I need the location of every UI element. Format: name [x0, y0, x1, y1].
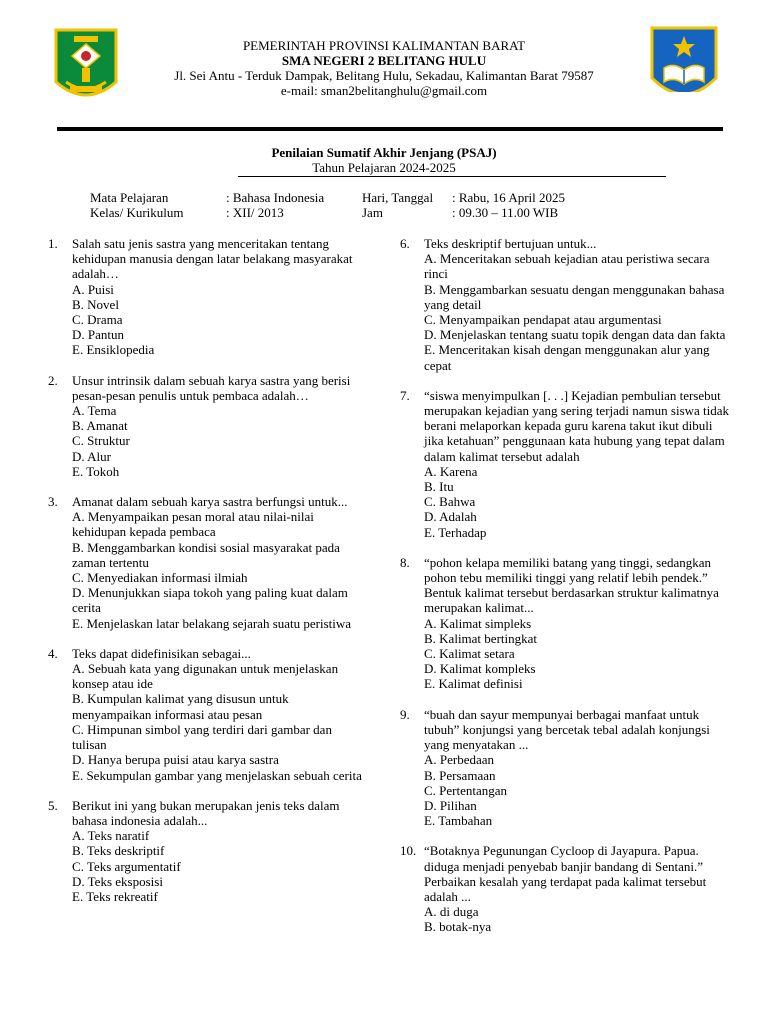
answer-option: D. Menunjukkan siapa tokoh yang paling kuat dalam cerita — [72, 585, 348, 616]
question-text: “pohon kelapa memiliki batang yang tinggi, sedangkan pohon tebu memiliki tinggi yang relatif lebih pendek.” Bentuk kalimat tersebut berdasarkan struktur kalimatnya merupakan kalimat... — [424, 554, 719, 616]
question-item — [400, 236, 730, 373]
answer-option: B. Persamaan — [424, 767, 496, 783]
answer-option: C. Pertentangan — [424, 782, 508, 798]
question-number: 9. — [400, 706, 410, 722]
answer-option: D. Alur — [72, 448, 111, 464]
answer-option: E. Terhadap — [424, 524, 487, 540]
answer-option: A. Karena — [424, 463, 478, 479]
answer-option: B. Kumpulan kalimat yang disusun untuk menyampaikan informasi atau pesan — [72, 691, 289, 722]
question-body — [424, 236, 730, 373]
subject-value: : Bahasa Indonesia — [226, 190, 325, 205]
exam-info-left — [90, 190, 324, 220]
question-number: 8. — [400, 554, 410, 570]
question-body — [72, 646, 368, 783]
answer-option: E. Tambahan — [424, 813, 493, 829]
question-text: Unsur intrinsik dalam sebuah karya sastra yang berisi pesan-pesan penulis untuk pembaca adalah… — [72, 372, 351, 403]
question-item — [48, 373, 368, 479]
answer-option: A. Teks naratif — [72, 828, 150, 844]
exam-year: Tahun Pelajaran 2024-2025 — [312, 160, 456, 175]
question-item — [48, 798, 368, 904]
answer-option: A. Menceritakan sebuah kejadian atau peristiwa secara rinci — [424, 251, 710, 282]
answer-option: E. Kalimat definisi — [424, 676, 523, 692]
school-address: Jl. Sei Antu - Terduk Dampak, Belitang Hulu, Sekadau, Kalimantan Barat 79587 — [174, 68, 594, 83]
question-text: Salah satu jenis sastra yang menceritakan tentang kehidupan manusia dengan latar belakang masyarakat adalah… — [72, 236, 353, 282]
question-body — [424, 843, 730, 934]
class-label: Kelas/ Kurikulum — [90, 205, 184, 220]
question-text: “siswa menyimpulkan [. . .] Kejadian pembulian tersebut merupakan kejadian yang sering terjadi namun siswa tidak berani melaporkan kepada guru karena takut ikut dibuli jika ketahuan” penggunaan kata hubung yang tepat dalam dalam kalimat tersebut adalah — [424, 387, 730, 464]
question-body — [424, 555, 730, 692]
answer-option: C. Struktur — [72, 433, 130, 449]
answer-option: B. Menggambarkan kondisi sosial masyarakat pada zaman tertentu — [72, 539, 340, 570]
question-text: Teks deskriptif bertujuan untuk... — [424, 236, 597, 251]
exam-title-block — [0, 145, 768, 175]
answer-option: D. Kalimat kompleks — [424, 661, 536, 677]
answer-option: C. Menyediakan informasi ilmiah — [72, 570, 248, 586]
questions-right-column — [400, 236, 730, 950]
question-body — [72, 236, 368, 358]
answer-option: A. Tema — [72, 403, 117, 419]
answer-option: A. Puisi — [72, 281, 114, 297]
answer-option: A. Sebuah kata yang digunakan untuk menjelaskan konsep atau ide — [72, 661, 339, 692]
question-item — [400, 707, 730, 829]
question-number: 5. — [48, 797, 58, 813]
day-label: Hari, Tanggal — [362, 190, 434, 205]
answer-option: D. Pilihan — [424, 797, 477, 813]
question-text: Amanat dalam sebuah karya sastra berfungsi untuk... — [72, 494, 348, 510]
title-divider — [238, 176, 666, 177]
question-item — [400, 843, 730, 934]
answer-option: B. Amanat — [72, 418, 128, 434]
answer-option: C. Teks argumentatif — [72, 858, 181, 874]
answer-option: E. Menceritakan kisah dengan menggunakan alur yang cepat — [424, 342, 710, 373]
answer-option: B. Itu — [424, 479, 454, 495]
answer-option: D. Hanya berupa puisi atau karya sastra — [72, 752, 279, 768]
answer-option: C. Bahwa — [424, 494, 476, 510]
answer-option: B. Kalimat bertingkat — [424, 630, 538, 646]
answer-option: C. Drama — [72, 312, 123, 328]
answer-option: E. Teks rekreatif — [72, 888, 158, 904]
time-label: Jam — [362, 205, 383, 220]
class-value: : XII/ 2013 — [226, 205, 284, 220]
answer-option: D. Menjelaskan tentang suatu topik dengan data dan fakta — [424, 327, 726, 343]
school-book-emblem-icon — [648, 24, 720, 112]
question-number: 2. — [48, 372, 58, 388]
exam-info-right — [362, 190, 565, 220]
answer-option: E. Tokoh — [72, 463, 120, 479]
school-email: e-mail: sman2belitanghulu@gmail.com — [280, 83, 488, 98]
question-number: 6. — [400, 236, 410, 251]
answer-option: B. Menggambarkan sesuatu dengan menggunakan bahasa yang detail — [424, 281, 725, 312]
question-number: 10. — [400, 843, 417, 859]
answer-option: E. Menjelaskan latar belakang sejarah suatu peristiwa — [72, 615, 352, 631]
question-text: Berikut ini yang bukan merupakan jenis teks dalam bahasa indonesia adalah... — [72, 797, 340, 828]
question-text: “buah dan sayur mempunyai berbagai manfaat untuk tubuh” konjungsi yang bercetak tebal adalah konjungsi yang menyatakan ... — [424, 706, 710, 753]
questions-left-column — [48, 236, 368, 919]
answer-option: D. Teks eksposisi — [72, 873, 163, 889]
answer-option: B. Teks deskriptif — [72, 843, 165, 859]
question-item — [48, 494, 368, 631]
question-body — [72, 798, 368, 904]
question-text: Teks dapat didefinisikan sebagai... — [72, 645, 251, 661]
answer-option: C. Menyampaikan pendapat atau argumentasi — [424, 312, 662, 328]
answer-option: A. Kalimat simpleks — [424, 615, 532, 631]
answer-option: D. Pantun — [72, 327, 124, 343]
question-body — [424, 707, 730, 829]
question-number: 1. — [48, 236, 58, 251]
question-text: “Botaknya Pegunungan Cycloop di Jayapura. Papua. diduga menjadi penyebab banjir bandang di Sentani.” Perbaikan kesalah yang terdapat pada kalimat tersebut adalah ... — [424, 843, 707, 904]
province-line: PEMERINTAH PROVINSI KALIMANTAN BARAT — [242, 38, 526, 53]
answer-option: A. di duga — [424, 904, 479, 920]
question-item — [48, 236, 368, 358]
school-name: SMA NEGERI 2 BELITANG HULU — [281, 53, 487, 68]
question-number: 3. — [48, 494, 58, 510]
letterhead — [130, 38, 638, 98]
answer-option: E. Sekumpulan gambar yang menjelaskan sebuah cerita — [72, 767, 362, 783]
answer-option: B. botak-nya — [424, 919, 492, 935]
day-value: : Rabu, 16 April 2025 — [452, 190, 566, 205]
question-body — [424, 388, 730, 540]
school-emblem-logo — [648, 24, 720, 112]
answer-option: A. Menyampaikan pesan moral atau nilai-nilai kehidupan kepada pembaca — [72, 509, 314, 540]
time-value: : 09.30 – 11.00 WIB — [452, 205, 559, 220]
provincial-crest-logo — [52, 26, 120, 110]
provincial-crest-icon — [52, 26, 120, 110]
answer-option: A. Perbedaan — [424, 752, 495, 768]
exam-title: Penilaian Sumatif Akhir Jenjang (PSAJ) — [271, 145, 497, 160]
question-body — [72, 373, 368, 479]
answer-option: E. Ensiklopedia — [72, 342, 155, 358]
answer-option: C. Himpunan simbol yang terdiri dari gambar dan tulisan — [72, 721, 332, 753]
answer-option: B. Novel — [72, 296, 119, 312]
question-item — [400, 555, 730, 692]
header-divider — [57, 127, 723, 131]
question-number: 4. — [48, 645, 58, 661]
question-number: 7. — [400, 387, 410, 403]
question-item — [400, 388, 730, 540]
answer-option: D. Adalah — [424, 509, 477, 525]
answer-option: C. Kalimat setara — [424, 646, 515, 662]
question-item — [48, 646, 368, 783]
question-body — [72, 494, 368, 631]
subject-label: Mata Pelajaran — [90, 190, 169, 205]
